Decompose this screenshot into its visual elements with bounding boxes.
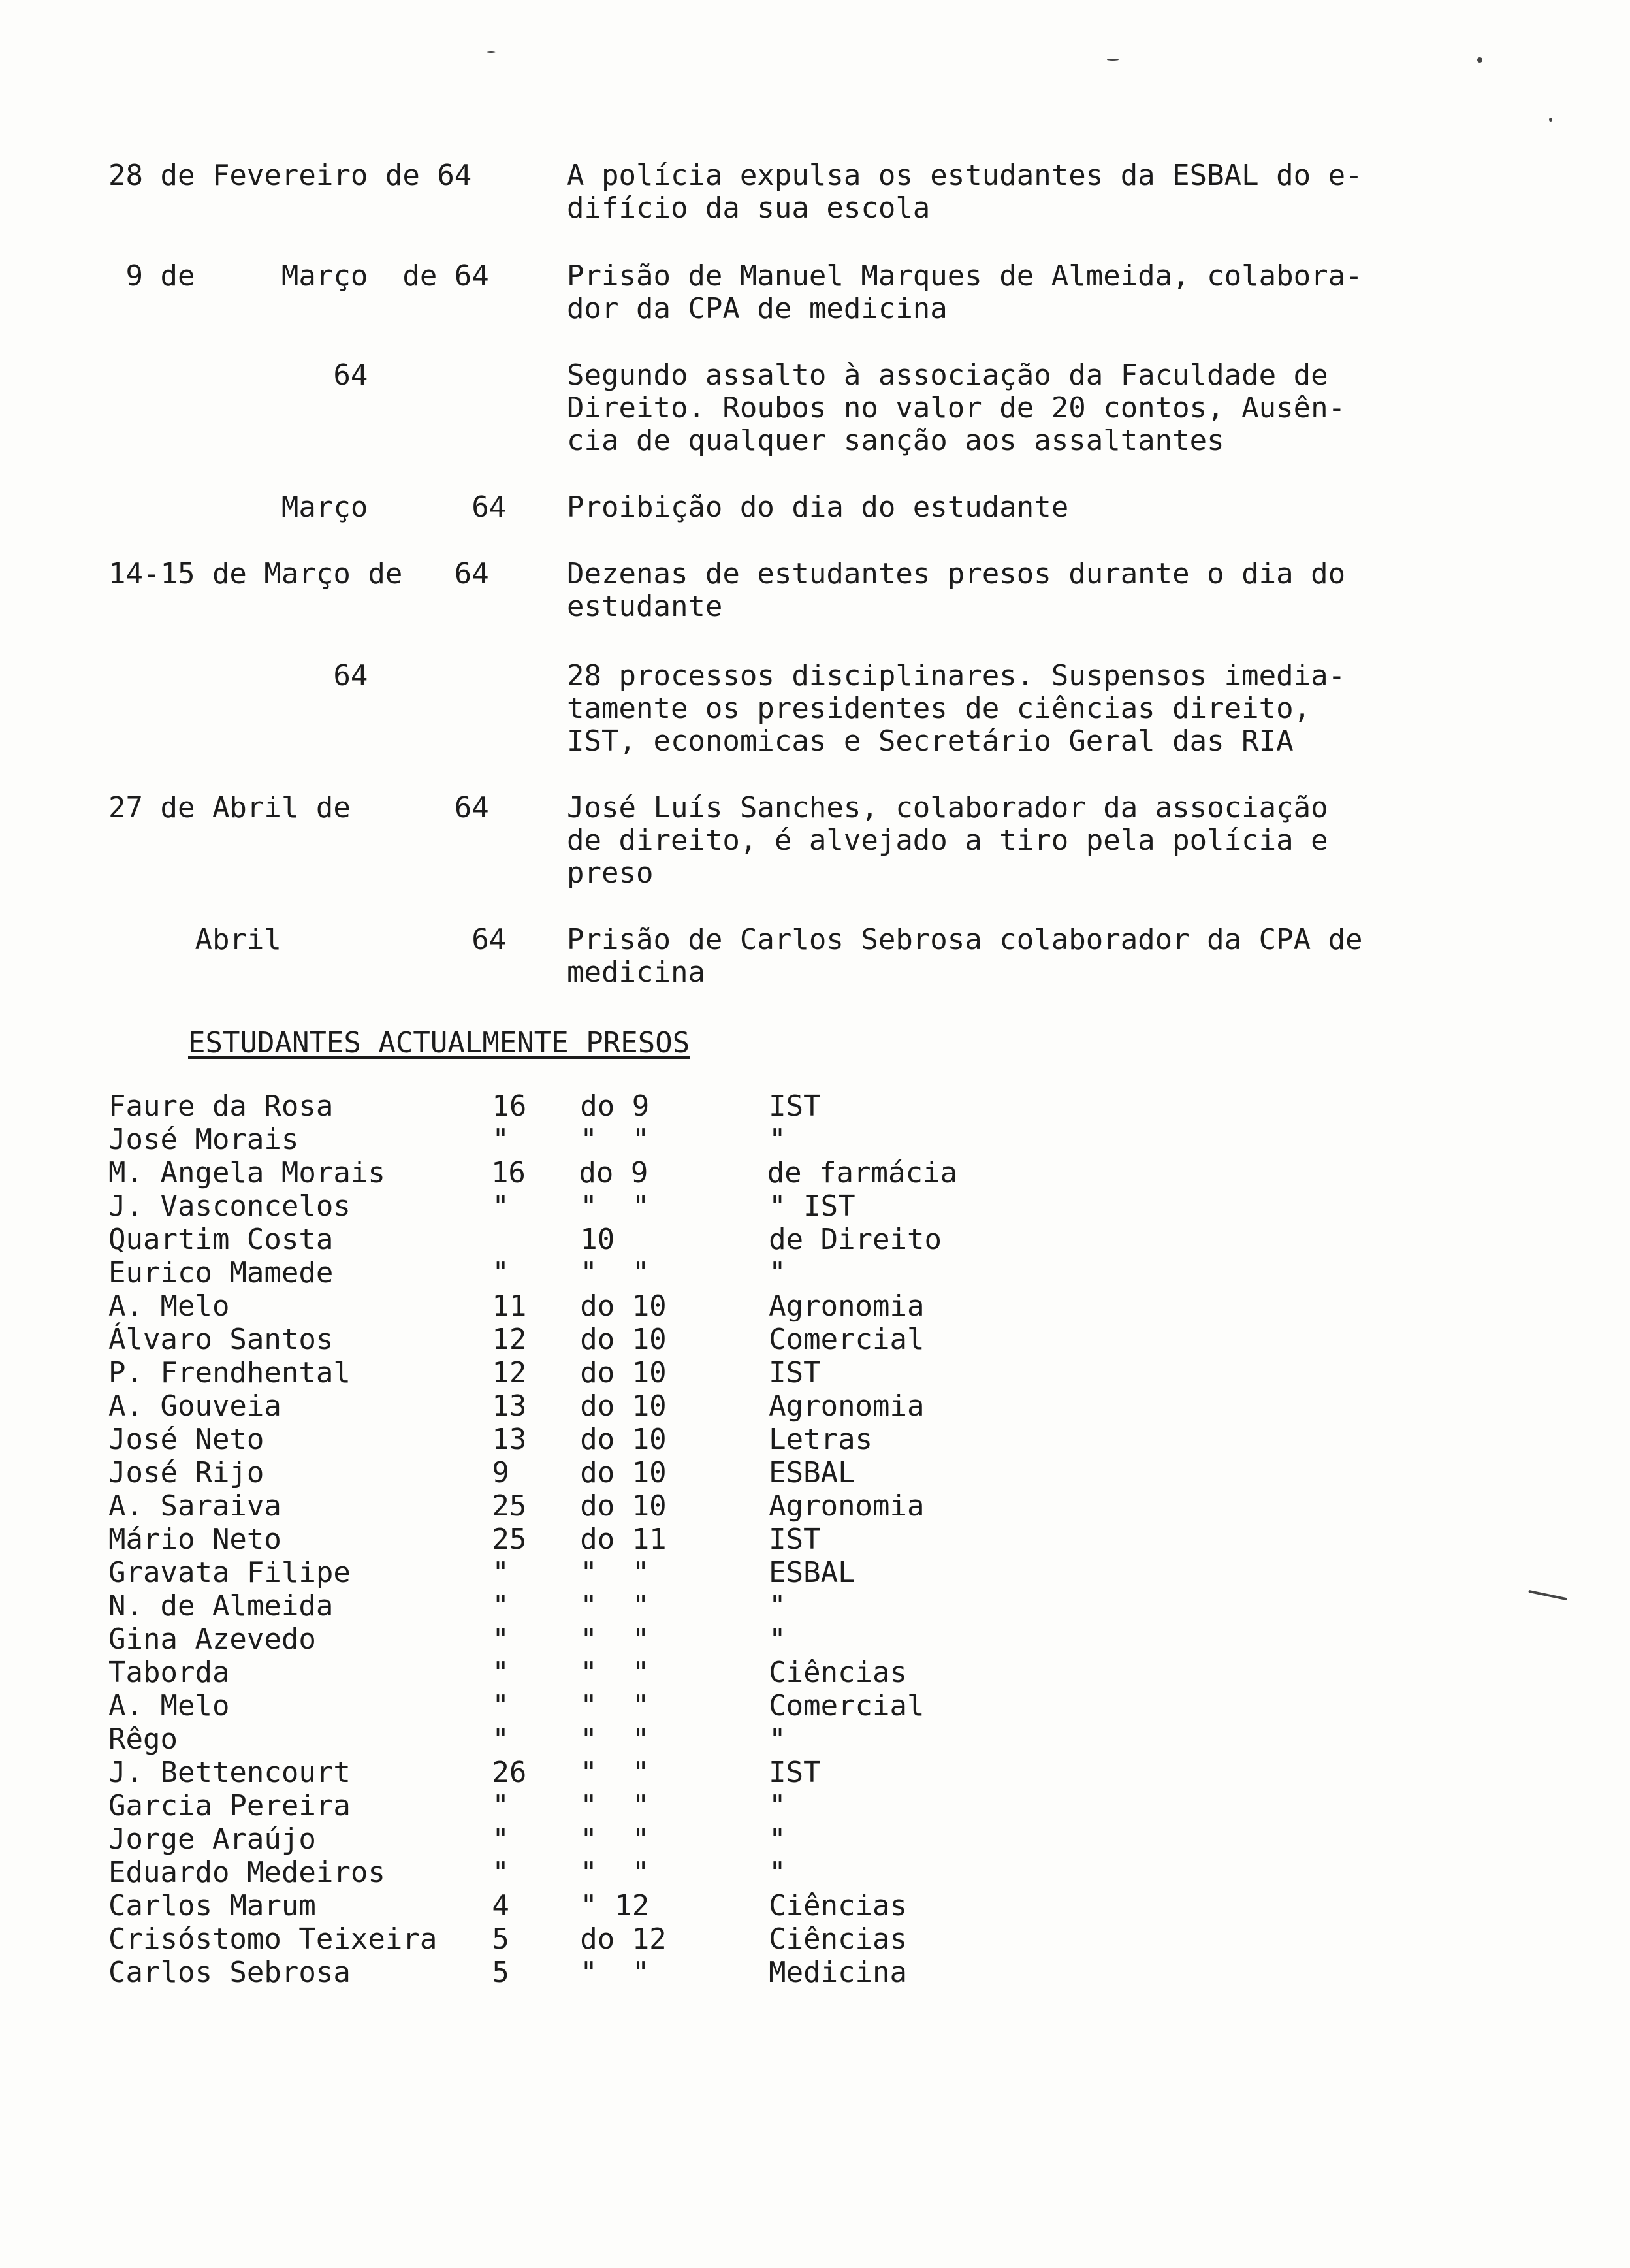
student-row bbox=[108, 1822, 957, 1856]
scan-speck bbox=[1549, 118, 1552, 122]
event-date: Março 64 bbox=[108, 491, 507, 524]
arrest-day: " bbox=[492, 1656, 509, 1689]
student-school: IST bbox=[769, 1356, 821, 1389]
arrest-day: " bbox=[492, 1589, 509, 1623]
arrest-month: " " bbox=[580, 1856, 650, 1889]
arrest-day: 11 bbox=[492, 1289, 527, 1323]
event-line: Prisão de Manuel Marques de Almeida, colabora- bbox=[567, 259, 1363, 293]
arrest-month: " 12 bbox=[580, 1889, 650, 1922]
student-name: Eurico Mamede bbox=[108, 1256, 334, 1289]
event-date: 9 de Março de 64 bbox=[108, 259, 489, 293]
student-school: ESBAL bbox=[769, 1556, 855, 1589]
arrest-month: do 10 bbox=[580, 1489, 667, 1523]
student-row bbox=[108, 1889, 957, 1922]
event-date: Abril 64 bbox=[108, 923, 507, 956]
student-row bbox=[108, 1723, 957, 1756]
student-name: Álvaro Santos bbox=[108, 1323, 334, 1356]
student-row bbox=[108, 1223, 957, 1256]
student-school: " bbox=[769, 1589, 786, 1623]
arrest-month: " " bbox=[580, 1123, 650, 1156]
event-line: estudante bbox=[567, 590, 723, 623]
arrest-month: do 10 bbox=[580, 1389, 667, 1423]
event-line: Direito. Roubos no valor de 20 contos, Ausên- bbox=[567, 391, 1346, 425]
arrest-day: 9 bbox=[492, 1456, 509, 1489]
student-row bbox=[108, 1922, 957, 1956]
student-school: " bbox=[769, 1723, 786, 1756]
event-date: 14-15 de Março de 64 bbox=[108, 557, 489, 591]
arrest-month: " " bbox=[580, 1623, 650, 1656]
event-line: de direito, é alvejado a tiro pela polícia e bbox=[567, 824, 1328, 857]
arrest-day: 5 bbox=[492, 1922, 509, 1956]
student-row bbox=[108, 1156, 957, 1190]
student-school: Medicina bbox=[769, 1956, 908, 1989]
student-row bbox=[108, 1289, 957, 1323]
event-line: dor da CPA de medicina bbox=[567, 292, 948, 325]
student-school: Letras bbox=[769, 1423, 873, 1456]
arrest-month: " " bbox=[580, 1689, 650, 1723]
student-row bbox=[108, 1556, 957, 1589]
student-row bbox=[108, 1323, 957, 1356]
student-name: P. Frendhental bbox=[108, 1356, 351, 1389]
student-row bbox=[108, 1090, 957, 1123]
student-school: " bbox=[769, 1256, 786, 1289]
student-row bbox=[108, 1423, 957, 1456]
event-description bbox=[567, 558, 1507, 623]
event-line: preso bbox=[567, 856, 654, 890]
arrest-day: " bbox=[492, 1723, 509, 1756]
event-description bbox=[567, 924, 1507, 989]
student-name: M. Angela Morais bbox=[108, 1156, 385, 1190]
arrest-day: 13 bbox=[492, 1423, 527, 1456]
event-description bbox=[567, 660, 1507, 758]
student-school: Agronomia bbox=[769, 1389, 925, 1423]
arrest-day: " bbox=[492, 1256, 509, 1289]
arrest-day: 12 bbox=[492, 1323, 527, 1356]
student-row bbox=[108, 1356, 957, 1389]
arrest-month: do 11 bbox=[580, 1523, 667, 1556]
student-name: José Morais bbox=[108, 1123, 299, 1156]
student-row bbox=[108, 1123, 957, 1156]
student-school: IST bbox=[769, 1523, 821, 1556]
arrest-day: " bbox=[492, 1822, 509, 1856]
event-line: José Luís Sanches, colaborador da associação bbox=[567, 791, 1328, 824]
student-school: Agronomia bbox=[769, 1489, 925, 1523]
event-line: Dezenas de estudantes presos durante o dia do bbox=[567, 557, 1346, 591]
student-school: " bbox=[769, 1789, 786, 1822]
student-name: N. de Almeida bbox=[108, 1589, 334, 1623]
event-description bbox=[567, 491, 1507, 524]
student-school: " bbox=[769, 1856, 786, 1889]
scan-speck bbox=[1477, 57, 1482, 63]
arrest-day: 5 bbox=[492, 1956, 509, 1989]
event-date: 64 bbox=[108, 659, 368, 692]
event-description bbox=[567, 260, 1507, 325]
student-school: " bbox=[769, 1623, 786, 1656]
student-name: A. Gouveia bbox=[108, 1389, 281, 1423]
student-school: IST bbox=[769, 1090, 821, 1123]
arrest-month: 10 bbox=[580, 1223, 615, 1256]
student-row bbox=[108, 1389, 957, 1423]
event-line: Segundo assalto à associação da Faculdade de bbox=[567, 359, 1328, 392]
student-row bbox=[108, 1956, 957, 1989]
event-line: IST, economicas e Secretário Geral das RIA bbox=[567, 724, 1294, 758]
student-school: " bbox=[769, 1123, 786, 1156]
student-name: Faure da Rosa bbox=[108, 1090, 334, 1123]
arrest-day: " bbox=[492, 1556, 509, 1589]
arrest-day: 16 bbox=[492, 1090, 527, 1123]
student-school: de Direito bbox=[769, 1223, 942, 1256]
student-row bbox=[108, 1689, 957, 1723]
arrest-day: 25 bbox=[492, 1523, 527, 1556]
arrest-month: " " bbox=[580, 1756, 650, 1789]
arrest-day: 26 bbox=[492, 1756, 527, 1789]
student-name: Eduardo Medeiros bbox=[108, 1856, 385, 1889]
arrest-day: 16 bbox=[490, 1156, 526, 1190]
student-school: de farmácia bbox=[767, 1156, 957, 1190]
student-school: Comercial bbox=[769, 1323, 925, 1356]
student-list bbox=[108, 1090, 957, 1989]
student-school: Agronomia bbox=[769, 1289, 925, 1323]
student-school: IST bbox=[769, 1756, 821, 1789]
event-line: difício da sua escola bbox=[567, 191, 931, 225]
student-row bbox=[108, 1589, 957, 1623]
arrest-month: " " bbox=[580, 1656, 650, 1689]
scan-speck bbox=[1107, 59, 1119, 61]
arrest-month: do 12 bbox=[580, 1922, 667, 1956]
arrest-day: " bbox=[492, 1623, 509, 1656]
student-name: Garcia Pereira bbox=[108, 1789, 351, 1822]
student-name: Quartim Costa bbox=[108, 1223, 334, 1256]
student-name: A. Melo bbox=[108, 1289, 230, 1323]
arrest-day: " bbox=[492, 1789, 509, 1822]
student-name: Carlos Marum bbox=[108, 1889, 316, 1922]
arrest-month: " " bbox=[580, 1556, 650, 1589]
student-row bbox=[108, 1789, 957, 1822]
arrest-month: " " bbox=[580, 1190, 650, 1223]
student-name: Carlos Sebrosa bbox=[108, 1956, 351, 1989]
student-name: Rêgo bbox=[108, 1723, 178, 1756]
student-name: Jorge Araújo bbox=[108, 1822, 316, 1856]
student-row bbox=[108, 1456, 957, 1489]
student-name: José Neto bbox=[108, 1423, 264, 1456]
event-description bbox=[567, 359, 1507, 457]
arrest-day: 12 bbox=[492, 1356, 527, 1389]
arrest-day: 4 bbox=[492, 1889, 509, 1922]
arrest-day: 13 bbox=[492, 1389, 527, 1423]
arrest-month: " " bbox=[580, 1822, 650, 1856]
student-school: " bbox=[769, 1822, 786, 1856]
student-school: " IST bbox=[769, 1190, 855, 1223]
student-name: J. Bettencourt bbox=[108, 1756, 351, 1789]
arrest-month: do 9 bbox=[579, 1156, 648, 1190]
event-line: medicina bbox=[567, 956, 705, 989]
event-line: 28 processos disciplinares. Suspensos imedia- bbox=[567, 659, 1346, 692]
event-line: Prisão de Carlos Sebrosa colaborador da CPA de bbox=[567, 923, 1363, 956]
event-date: 27 de Abril de 64 bbox=[108, 791, 489, 824]
student-school: Comercial bbox=[769, 1689, 925, 1723]
student-row bbox=[108, 1856, 957, 1889]
arrest-month: do 10 bbox=[580, 1456, 667, 1489]
arrest-month: " " bbox=[580, 1256, 650, 1289]
student-name: Gina Azevedo bbox=[108, 1623, 316, 1656]
arrest-month: " " bbox=[580, 1789, 650, 1822]
arrest-day: 25 bbox=[492, 1489, 527, 1523]
student-row bbox=[108, 1489, 957, 1523]
student-name: José Rijo bbox=[108, 1456, 264, 1489]
student-name: Crisóstomo Teixeira bbox=[108, 1922, 438, 1956]
student-school: Ciências bbox=[769, 1889, 908, 1922]
event-description bbox=[567, 159, 1507, 225]
event-description bbox=[567, 792, 1507, 890]
student-name: J. Vasconcelos bbox=[108, 1190, 351, 1223]
section-title: ESTUDANTES ACTUALMENTE PRESOS bbox=[188, 1026, 690, 1060]
student-row bbox=[108, 1523, 957, 1556]
scan-speck bbox=[487, 51, 496, 53]
event-line: cia de qualquer sanção aos assaltantes bbox=[567, 424, 1224, 457]
event-line: A polícia expulsa os estudantes da ESBAL do e- bbox=[567, 159, 1363, 192]
arrest-month: do 10 bbox=[580, 1356, 667, 1389]
arrest-month: do 9 bbox=[580, 1090, 650, 1123]
student-name: Gravata Filipe bbox=[108, 1556, 351, 1589]
student-row bbox=[108, 1756, 957, 1789]
student-school: ESBAL bbox=[769, 1456, 855, 1489]
student-school: Ciências bbox=[769, 1922, 908, 1956]
student-name: Taborda bbox=[108, 1656, 230, 1689]
student-row bbox=[108, 1656, 957, 1689]
event-date: 28 de Fevereiro de 64 bbox=[108, 159, 472, 192]
student-name: Mário Neto bbox=[108, 1523, 281, 1556]
student-row bbox=[108, 1256, 957, 1289]
arrest-day: " bbox=[492, 1123, 509, 1156]
student-school: Ciências bbox=[769, 1656, 908, 1689]
arrest-month: do 10 bbox=[580, 1289, 667, 1323]
event-line: tamente os presidentes de ciências direito, bbox=[567, 692, 1311, 725]
arrest-day: " bbox=[492, 1856, 509, 1889]
scan-mark bbox=[1528, 1590, 1567, 1600]
arrest-month: do 10 bbox=[580, 1323, 667, 1356]
arrest-month: " " bbox=[580, 1589, 650, 1623]
student-name: A. Saraiva bbox=[108, 1489, 281, 1523]
student-name: A. Melo bbox=[108, 1689, 230, 1723]
arrest-month: " " bbox=[580, 1956, 650, 1989]
arrest-month: " " bbox=[580, 1723, 650, 1756]
arrest-day bbox=[492, 1223, 580, 1256]
event-date: 64 bbox=[108, 359, 368, 392]
student-row bbox=[108, 1623, 957, 1656]
student-row bbox=[108, 1190, 957, 1223]
arrest-day: " bbox=[492, 1190, 509, 1223]
event-line: Proibição do dia do estudante bbox=[567, 491, 1069, 524]
arrest-month: do 10 bbox=[580, 1423, 667, 1456]
arrest-day: " bbox=[492, 1689, 509, 1723]
